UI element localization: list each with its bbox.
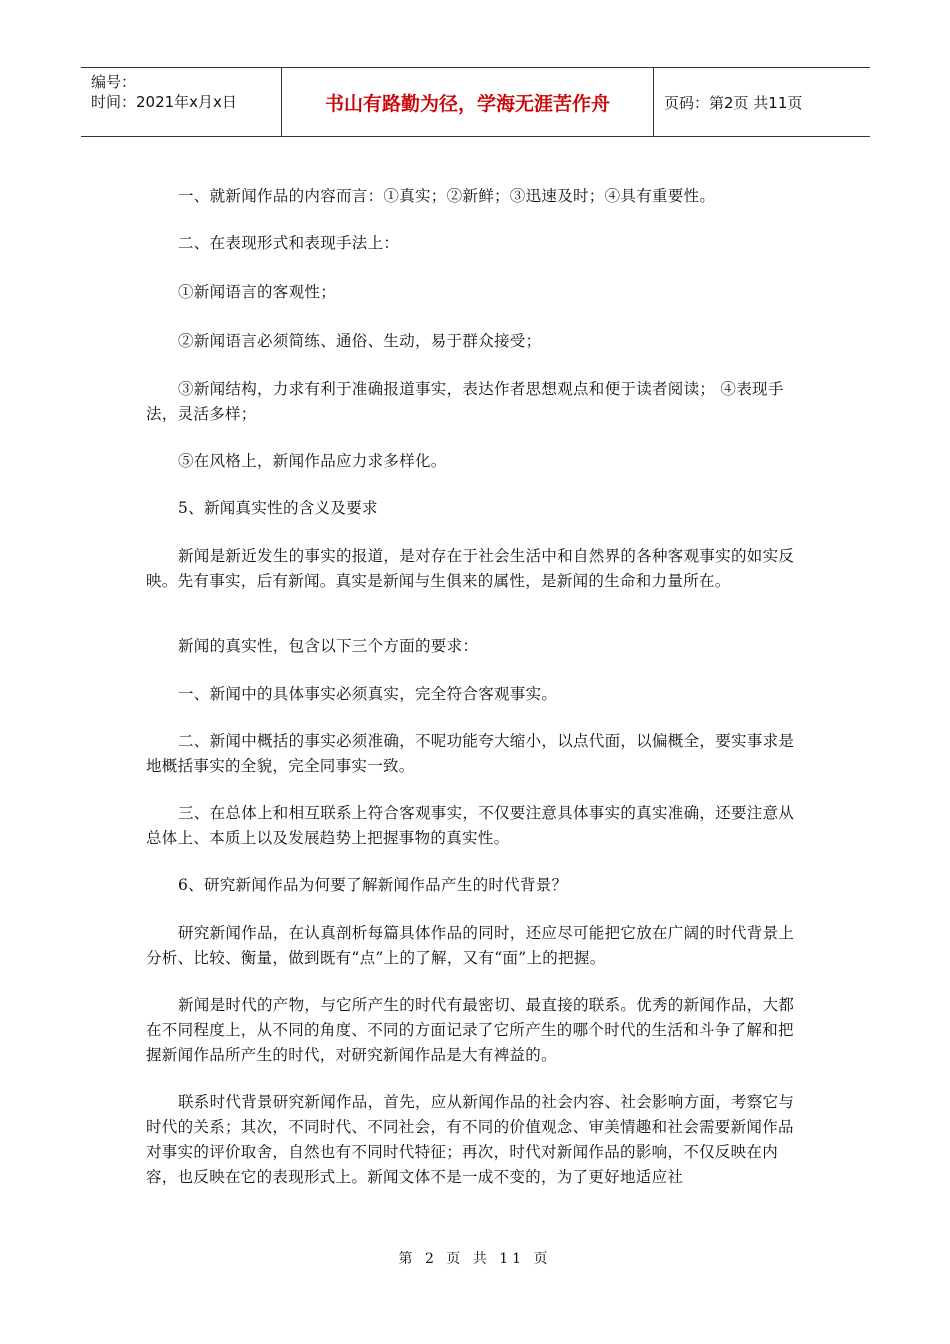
section-heading: 6、研究新闻作品为何要了解新闻作品产生的时代背景？ — [178, 876, 568, 894]
paragraph: 新闻的真实性，包含以下三个方面的要求： — [178, 637, 479, 655]
paragraph: 一、就新闻作品的内容而言：①真实；②新鲜；③迅速及时；④具有重要性。 — [178, 187, 716, 205]
paragraph: 一、新闻中的具体事实必须真实，完全符合客观事实。 — [178, 685, 558, 703]
page-footer: 第 2 页 共 11 页 — [398, 1251, 552, 1267]
paragraph: 二、在表现形式和表现手法上： — [178, 234, 400, 252]
header-page-info: 页码：第2页 共11页 — [664, 93, 803, 112]
paragraph: 研究新闻作品，在认真剖析每篇具体作品的同时，还应尽可能把它放在广阔的时代背景上分析、比较、衡量，做到既有“点”上的了解，又有“面”上的把握。 — [146, 924, 795, 967]
paragraph: ②新闻语言必须简练、通俗、生动，易于群众接受； — [178, 332, 542, 350]
paragraph: ⑤在风格上，新闻作品应力求多样化。 — [178, 452, 447, 470]
paragraph: 联系时代背景研究新闻作品，首先，应从新闻作品的社会内容、社会影响方面，考察它与时代的关系；其次，不同时代、不同社会，有不同的价值观念、审美情趣和社会需要新闻作品对事实的评价取舍，自然也有不同时代特征；再次，时代对新闻作品的影响，不仅反映在内容，也反映在它的表现形式上。新闻文体不是一成不变的，为了更好地适应社 — [146, 1093, 795, 1186]
number-label: 编号： — [91, 73, 137, 91]
section-heading: 5、新闻真实性的含义及要求 — [178, 499, 378, 517]
date-label: 时间：2021年x月x日 — [91, 93, 237, 111]
paragraph: 三、在总体上和相互联系上符合客观事实，不仅要注意具体事实的真实准确，还要注意从总体上、本质上以及发展趋势上把握事物的真实性。 — [146, 804, 795, 847]
page-header — [81, 67, 870, 137]
paragraph: ③新闻结构，力求有利于准确报道事实，表达作者思想观点和便于读者阅读； ④表现手法，灵活多样； — [146, 380, 784, 423]
header-motto: 书山有路勤为径，学海无涯苦作舟 — [282, 68, 654, 136]
paragraph: 新闻是时代的产物，与它所产生的时代有最密切、最直接的联系。优秀的新闻作品，大都在不同程度上，从不同的角度、不同的方面记录了它所产生的哪个时代的生活和斗争了解和把握新闻作品所产生的时代，对研究新闻作品是大有裨益的。 — [146, 996, 795, 1064]
header-meta — [81, 68, 282, 136]
paragraph: 二、新闻中概括的事实必须准确，不呢功能夸大缩小，以点代面，以偏概全，要实事求是地概括事实的全貌，完全同事实一致。 — [146, 732, 795, 775]
paragraph: 新闻是新近发生的事实的报道，是对存在于社会生活中和自然界的各种客观事实的如实反映。先有事实，后有新闻。真实是新闻与生俱来的属性，是新闻的生命和力量所在。 — [146, 547, 795, 590]
paragraph: ①新闻语言的客观性； — [178, 283, 337, 301]
document-body — [146, 184, 808, 1190]
